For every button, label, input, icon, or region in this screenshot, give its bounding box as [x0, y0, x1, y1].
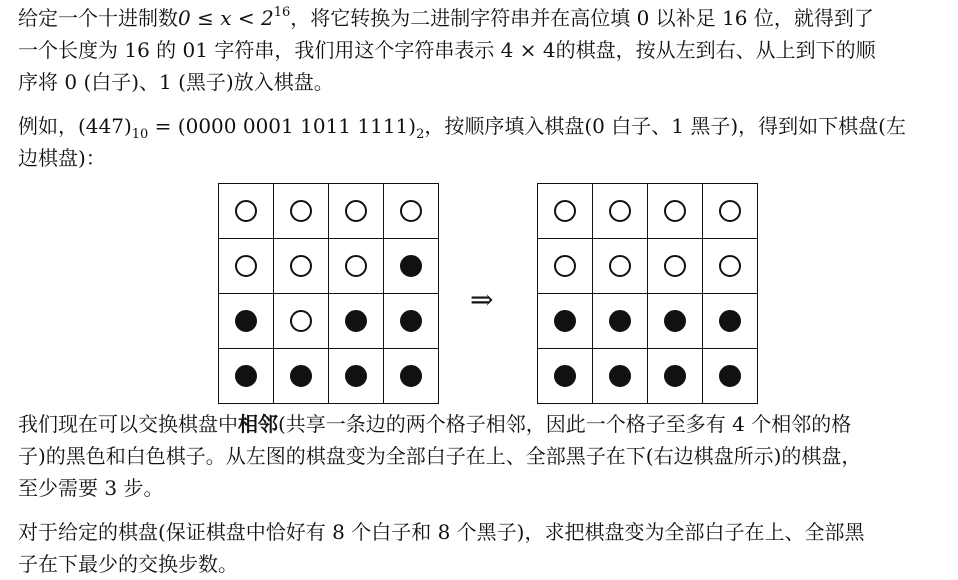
board-cell	[219, 184, 274, 239]
white-stone-icon	[345, 255, 367, 277]
black-stone-icon	[345, 310, 367, 332]
black-stone-icon	[235, 310, 257, 332]
white-stone-icon	[235, 255, 257, 277]
black-stone-icon	[554, 365, 576, 387]
board-cell	[274, 349, 329, 404]
math-subscript: 2	[416, 127, 425, 142]
text-span: 给定一个十进制数	[18, 6, 178, 30]
black-stone-icon	[554, 310, 576, 332]
white-stone-icon	[235, 200, 257, 222]
board-cell	[274, 294, 329, 349]
board-row	[219, 239, 439, 294]
swap-paragraph	[18, 408, 948, 504]
right-arrow-icon: ⇒	[470, 283, 494, 316]
black-stone-icon	[400, 310, 422, 332]
text-span: 例如，(447)	[18, 114, 132, 138]
board-row	[219, 294, 439, 349]
board-row	[538, 239, 758, 294]
board-cell	[219, 239, 274, 294]
example-line-1	[18, 110, 948, 142]
white-stone-icon	[554, 255, 576, 277]
black-stone-icon	[719, 365, 741, 387]
black-stone-icon	[345, 365, 367, 387]
black-stone-icon	[400, 365, 422, 387]
board-cell	[384, 349, 439, 404]
example-paragraph	[18, 110, 948, 174]
black-stone-icon	[609, 365, 631, 387]
board-cell	[593, 184, 648, 239]
board-cell	[384, 239, 439, 294]
black-stone-icon	[664, 310, 686, 332]
board-cell	[703, 239, 758, 294]
board-cell	[538, 349, 593, 404]
board-cell	[648, 184, 703, 239]
math-inequality: 0 ≤ x < 2	[178, 6, 274, 30]
white-stone-icon	[719, 255, 741, 277]
board-cell	[219, 294, 274, 349]
board-cell	[703, 349, 758, 404]
board-cell	[593, 294, 648, 349]
black-stone-icon	[664, 365, 686, 387]
black-stone-icon	[290, 365, 312, 387]
black-stone-icon	[400, 255, 422, 277]
text-span: ，将它转换为二进制字符串并在高位填 0 以补足 16 位，就得到了	[290, 6, 874, 30]
board-row	[538, 184, 758, 239]
example-line-2: 边棋盘)：	[18, 146, 106, 170]
math-exponent: 16	[273, 5, 291, 20]
white-stone-icon	[609, 200, 631, 222]
board-cell	[538, 294, 593, 349]
board-cell	[593, 239, 648, 294]
intro-line-2: 一个长度为 16 的 01 字符串，我们用这个字符串表示 4 × 4的棋盘，按从左到右、从上到下的顺	[18, 38, 876, 62]
task-line-1: 对于给定的棋盘(保证棋盘中恰好有 8 个白子和 8 个黑子)，求把棋盘变为全部白子在上、全部黑	[18, 520, 865, 544]
right-board	[537, 183, 758, 404]
board-cell	[648, 294, 703, 349]
board-cell	[329, 349, 384, 404]
text-span: (共享一条边的两个格子相邻，因此一个格子至多有 4 个相邻的格	[278, 412, 852, 436]
board-cell	[384, 294, 439, 349]
board-cell	[703, 184, 758, 239]
board-cell	[538, 239, 593, 294]
intro-line-1	[18, 2, 948, 34]
intro-paragraph	[18, 2, 948, 98]
white-stone-icon	[290, 200, 312, 222]
board-cell	[384, 184, 439, 239]
board-row	[538, 294, 758, 349]
board-row	[219, 349, 439, 404]
board-cell	[648, 349, 703, 404]
board-row	[219, 184, 439, 239]
white-stone-icon	[554, 200, 576, 222]
text-span: = (0000 0001 1011 1111)	[148, 114, 417, 138]
task-line-2: 子在下最少的交换步数。	[18, 552, 238, 576]
white-stone-icon	[664, 255, 686, 277]
board-cell	[274, 239, 329, 294]
task-paragraph	[18, 516, 948, 580]
swap-line-2: 子)的黑色和白色棋子。从左图的棋盘变为全部白子在上、全部黑子在下(右边棋盘所示)的棋盘，	[18, 444, 862, 468]
white-stone-icon	[345, 200, 367, 222]
board-cell	[538, 184, 593, 239]
white-stone-icon	[609, 255, 631, 277]
black-stone-icon	[719, 310, 741, 332]
black-stone-icon	[609, 310, 631, 332]
swap-line-3: 至少需要 3 步。	[18, 476, 164, 500]
left-board	[218, 183, 439, 404]
board-cell	[703, 294, 758, 349]
black-stone-icon	[235, 365, 257, 387]
text-span: 我们现在可以交换棋盘中	[18, 412, 238, 436]
board-cell	[593, 349, 648, 404]
bold-term: 相邻	[238, 412, 278, 436]
board-cell	[329, 294, 384, 349]
white-stone-icon	[719, 200, 741, 222]
board-cell	[648, 239, 703, 294]
board-cell	[274, 184, 329, 239]
text-span: ，按顺序填入棋盘(0 白子、1 黑子)，得到如下棋盘(左	[424, 114, 906, 138]
swap-line-1	[18, 408, 948, 440]
board-cell	[219, 349, 274, 404]
board-cell	[329, 184, 384, 239]
math-subscript: 10	[131, 127, 149, 142]
intro-line-3: 序将 0 (白子)、1 (黑子)放入棋盘。	[18, 70, 334, 94]
board-cell	[329, 239, 384, 294]
white-stone-icon	[290, 255, 312, 277]
white-stone-icon	[664, 200, 686, 222]
white-stone-icon	[400, 200, 422, 222]
white-stone-icon	[290, 310, 312, 332]
board-row	[538, 349, 758, 404]
